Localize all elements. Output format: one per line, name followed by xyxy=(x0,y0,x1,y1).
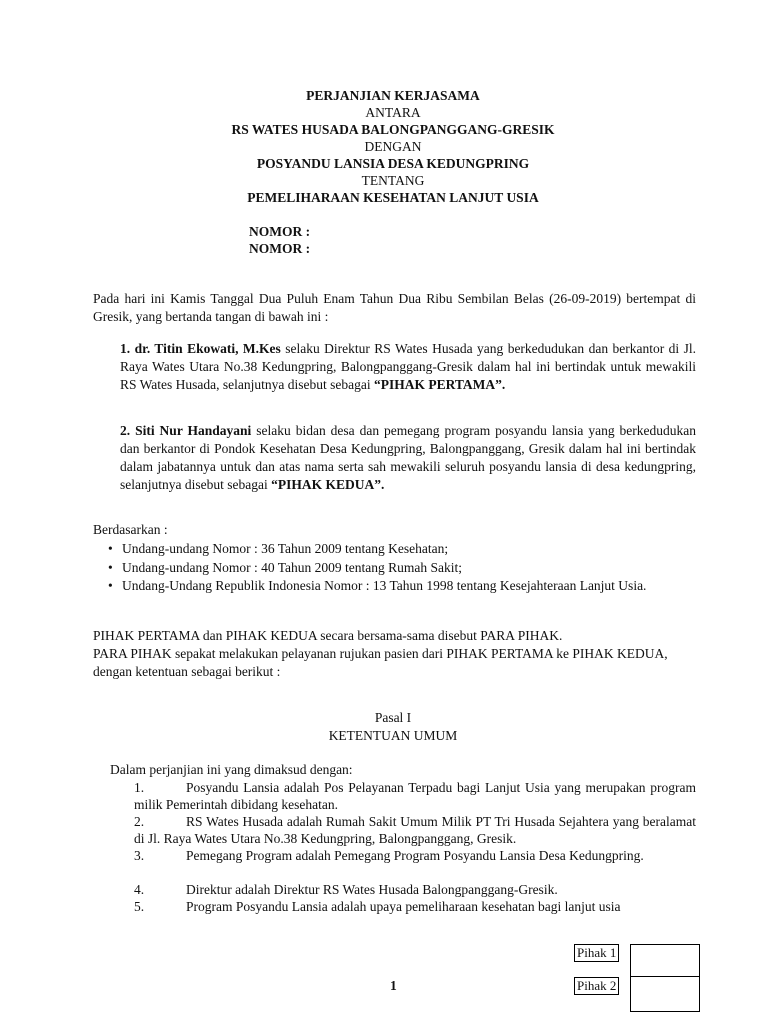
pasal-item xyxy=(134,813,696,847)
title-line-4: DENGAN xyxy=(364,139,422,154)
pihak-1-label: Pihak 1 xyxy=(574,944,619,962)
party-1-role: “PIHAK PERTAMA”. xyxy=(374,377,506,392)
party-1-text: selaku Direktur RS Wates Husada yang berkedudukan dan berkantor di Jl. Raya Wates Utara No.38 Kedungpring, Balongpanggang-Gresik dalam hal ini bertindak untuk mewakili RS Wates Husada, selanjutnya disebut sebagai xyxy=(120,341,696,392)
basis-list xyxy=(108,540,708,596)
title-line-5: POSYANDU LANSIA DESA KEDUNGPRING xyxy=(256,156,530,171)
pasal-item-number: 3. xyxy=(134,848,145,863)
pihak-1-signature-box xyxy=(630,944,700,977)
pasal-item-text: Posyandu Lansia adalah Pos Pelayanan Terpadu bagi Lanjut Usia yang merupakan program milik Pemerintah dibidang kesehatan. xyxy=(134,780,696,812)
pihak-2-signature-box xyxy=(630,976,700,1012)
pasal-item-number: 2. xyxy=(134,814,145,829)
pasal-item xyxy=(134,898,696,915)
pasal-item xyxy=(134,881,696,898)
title-line-2: ANTARA xyxy=(365,105,421,120)
pasal-item-text: Pemegang Program adalah Pemegang Program Posyandu Lansia Desa Kedungpring. xyxy=(186,848,644,863)
pasal-item-number: 5. xyxy=(134,899,145,914)
nomor-line-1: NOMOR : xyxy=(249,224,311,239)
pasal-item xyxy=(134,847,696,864)
title-line-3: RS WATES HUSADA BALONGPANGGANG-GRESIK xyxy=(231,122,555,137)
basis-title: Berdasarkan : xyxy=(93,522,168,537)
intro-paragraph: Pada hari ini Kamis Tanggal Dua Puluh Enam Tahun Dua Ribu Sembilan Belas (26-09-2019) bertempat di Gresik, yang bertanda tangan di bawah ini : xyxy=(93,291,696,324)
pasal-title: Pasal I xyxy=(374,710,412,725)
basis-item: • Undang-undang Nomor : 40 Tahun 2009 tentang Rumah Sakit; xyxy=(108,559,708,578)
pasal-subtitle: KETENTUAN UMUM xyxy=(328,728,458,743)
pasal-item-text: Program Posyandu Lansia adalah upaya pemeliharaan kesehatan bagi lanjut usia xyxy=(186,899,621,914)
party-1-name: dr. Titin Ekowati, M.Kes xyxy=(134,341,281,356)
nomor-line-2: NOMOR : xyxy=(249,241,311,256)
basis-item: • Undang-undang Nomor : 36 Tahun 2009 tentang Kesehatan; xyxy=(108,540,708,559)
pasal-item-text: RS Wates Husada adalah Rumah Sakit Umum Milik PT Tri Husada Sejahtera yang beralamat di Jl. Raya Wates Utara No.38 Kedungpring, Balongpanggang, Gresik. xyxy=(134,814,696,846)
party-2-role: “PIHAK KEDUA”. xyxy=(271,477,385,492)
basis-item: • Undang-Undang Republik Indonesia Nomor : 13 Tahun 1998 tentang Kesejahteraan Lanjut Usia. xyxy=(108,577,682,596)
pasal-item xyxy=(134,779,696,813)
agreement-line-2: PARA PIHAK sepakat melakukan pelayanan rujukan pasien dari PIHAK PERTAMA ke PIHAK KEDUA, dengan ketentuan sebagai berikut : xyxy=(93,646,668,679)
pihak-2-label: Pihak 2 xyxy=(574,977,619,995)
agreement-line-1: PIHAK PERTAMA dan PIHAK KEDUA secara bersama-sama disebut PARA PIHAK. xyxy=(93,628,563,643)
party-2-text: selaku bidan desa dan pemegang program posyandu lansia yang berkedudukan dan berkantor di Pondok Kesehatan Desa Kedungpring, Balongpanggang, Gresik dalam hal ini bertindak dalam jabatannya untuk dan atas nama serta sah mewakili seluruh posyandu lansia di desa kedungpring, selanjutnya disebut sebagai xyxy=(120,423,696,492)
pasal-item-text: Direktur adalah Direktur RS Wates Husada Balongpanggang-Gresik. xyxy=(186,882,558,897)
pasal-item-number: 1. xyxy=(134,780,145,795)
pasal-lead: Dalam perjanjian ini yang dimaksud dengan: xyxy=(110,762,353,777)
title-line-7: PEMELIHARAAN KESEHATAN LANJUT USIA xyxy=(247,190,539,205)
pasal-item-number: 4. xyxy=(134,882,145,897)
party-1-number: 1. xyxy=(120,341,131,356)
party-1-paragraph xyxy=(120,340,696,394)
title-line-6: TENTANG xyxy=(361,173,425,188)
title-line-1: PERJANJIAN KERJASAMA xyxy=(306,88,480,103)
party-2-paragraph xyxy=(120,422,696,494)
page-number: 1 xyxy=(390,978,397,993)
party-2-number: 2. xyxy=(120,423,131,438)
party-2-name: Siti Nur Handayani xyxy=(135,423,252,438)
